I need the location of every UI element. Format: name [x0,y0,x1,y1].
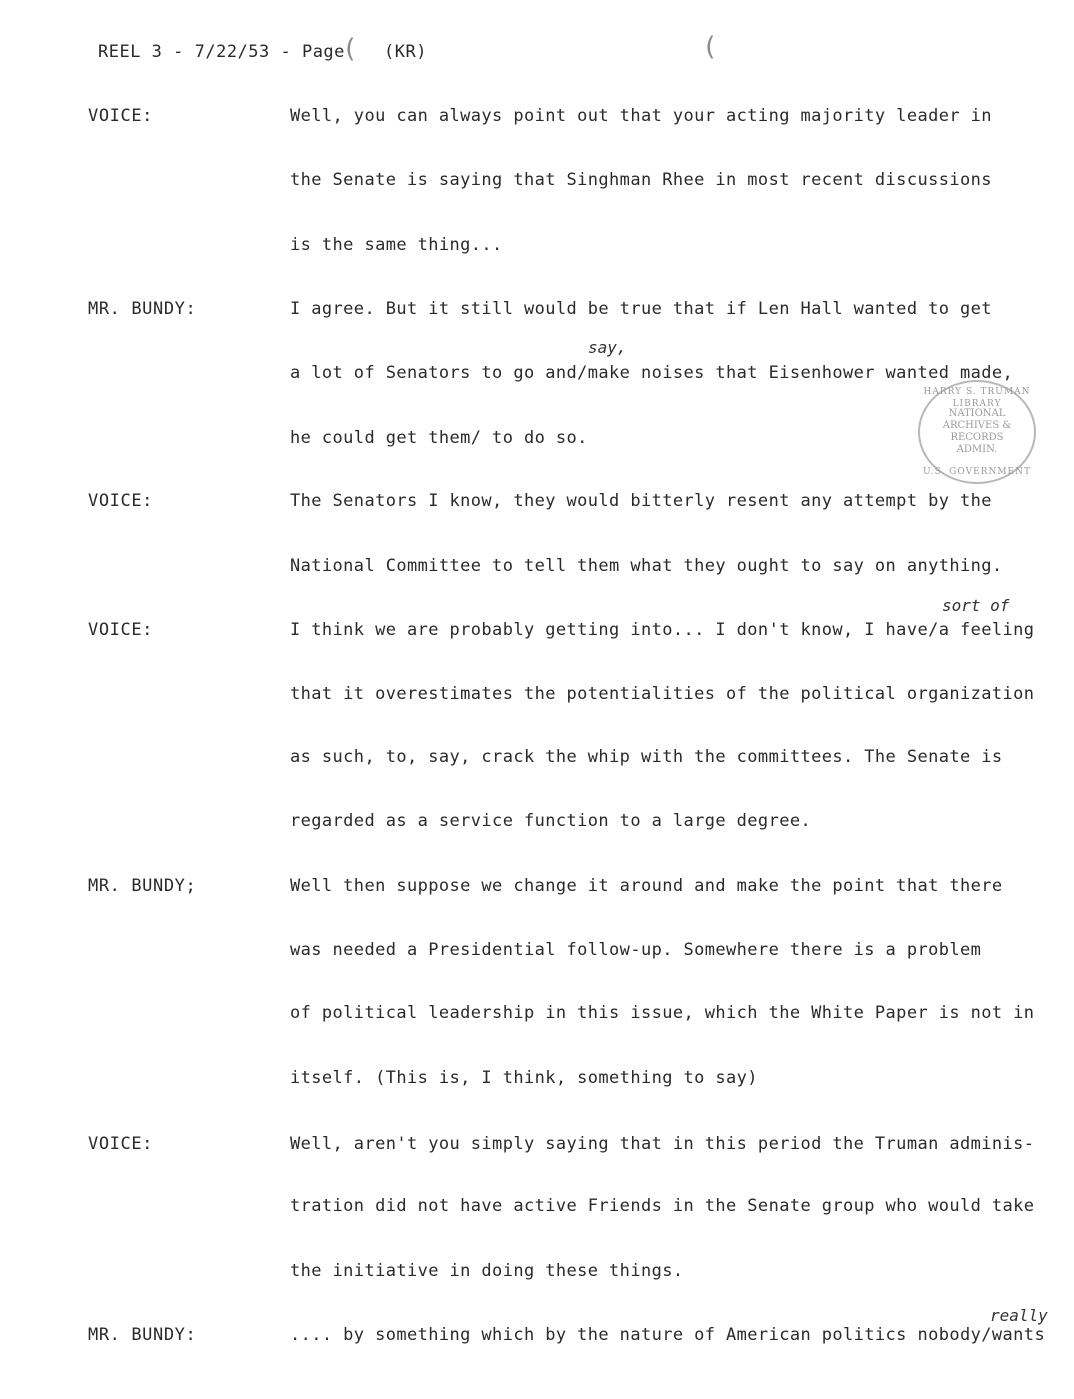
dialogue-line: I agree. But it still would be true that if Len Hall wanted to get [290,299,992,319]
speaker-label: VOICE: [88,620,154,640]
dialogue-line: he could get them/ to do so. [290,428,588,448]
speaker-label: MR. BUNDY; [88,876,197,896]
speaker-label: MR. BUNDY: [88,1325,197,1345]
dialogue-line: a lot of Senators to go and/make noises that Eisenhower wanted made, [290,363,1014,383]
dialogue-line: itself. (This is, I think, something to say) [290,1068,758,1088]
page-number-paren: ( [342,34,358,64]
stamp-line: NATIONAL [948,408,1006,419]
archive-stamp [918,380,1036,484]
initials-label: (KR) [384,42,427,62]
stamp-line: ADMIN. [956,444,998,455]
dialogue-line: tration did not have active Friends in the Senate group who would take [290,1196,1035,1216]
speaker-label: MR. BUNDY: [88,299,197,319]
dialogue-line: Well, you can always point out that your acting majority leader in [290,106,992,126]
stamp-line: RECORDS [950,432,1004,443]
dialogue-line: Well then suppose we change it around and make the point that there [290,876,1003,896]
dialogue-line: the Senate is saying that Singhman Rhee in most recent discussions [290,170,992,190]
handwritten-insert: really [990,1306,1048,1325]
handwritten-insert: sort of [942,596,1010,615]
dialogue-line: National Committee to tell them what they ought to say on anything. [290,556,1003,576]
dialogue-line: I think we are probably getting into... I don't know, I have/a feeling [290,620,1035,640]
handwritten-insert: say, [588,338,627,357]
dialogue-line: the initiative in doing these things. [290,1261,684,1281]
speaker-label: VOICE: [88,106,154,126]
page-header [98,42,345,62]
stamp-bottom-text: U.S. GOVERNMENT [923,467,1031,477]
dialogue-line: Well, aren't you simply saying that in this period the Truman adminis- [290,1134,1035,1154]
dialogue-line: was needed a Presidential follow-up. Somewhere there is a problem [290,940,982,960]
dialogue-line: .... by something which by the nature of American politics nobody/wants [290,1325,1046,1345]
dialogue-line: The Senators I know, they would bitterly resent any attempt by the [290,491,992,511]
speaker-label: VOICE: [88,1134,154,1154]
reel-label: REEL 3 - 7/22/53 - Page [98,42,345,62]
dialogue-line: that it overestimates the potentialities of the political organization [290,684,1035,704]
dialogue-line: regarded as a service function to a large degree. [290,811,812,831]
dialogue-line: is the same thing... [290,235,503,255]
stamp-top-text: HARRY S. TRUMAN LIBRARY [923,387,1031,409]
stamp-line: ARCHIVES & [942,420,1012,431]
speaker-label: VOICE: [88,491,154,511]
dialogue-line: as such, to, say, crack the whip with the committees. The Senate is [290,747,1003,767]
dialogue-line: of political leadership in this issue, which the White Paper is not in [290,1003,1035,1023]
margin-paren: ( [702,32,718,62]
